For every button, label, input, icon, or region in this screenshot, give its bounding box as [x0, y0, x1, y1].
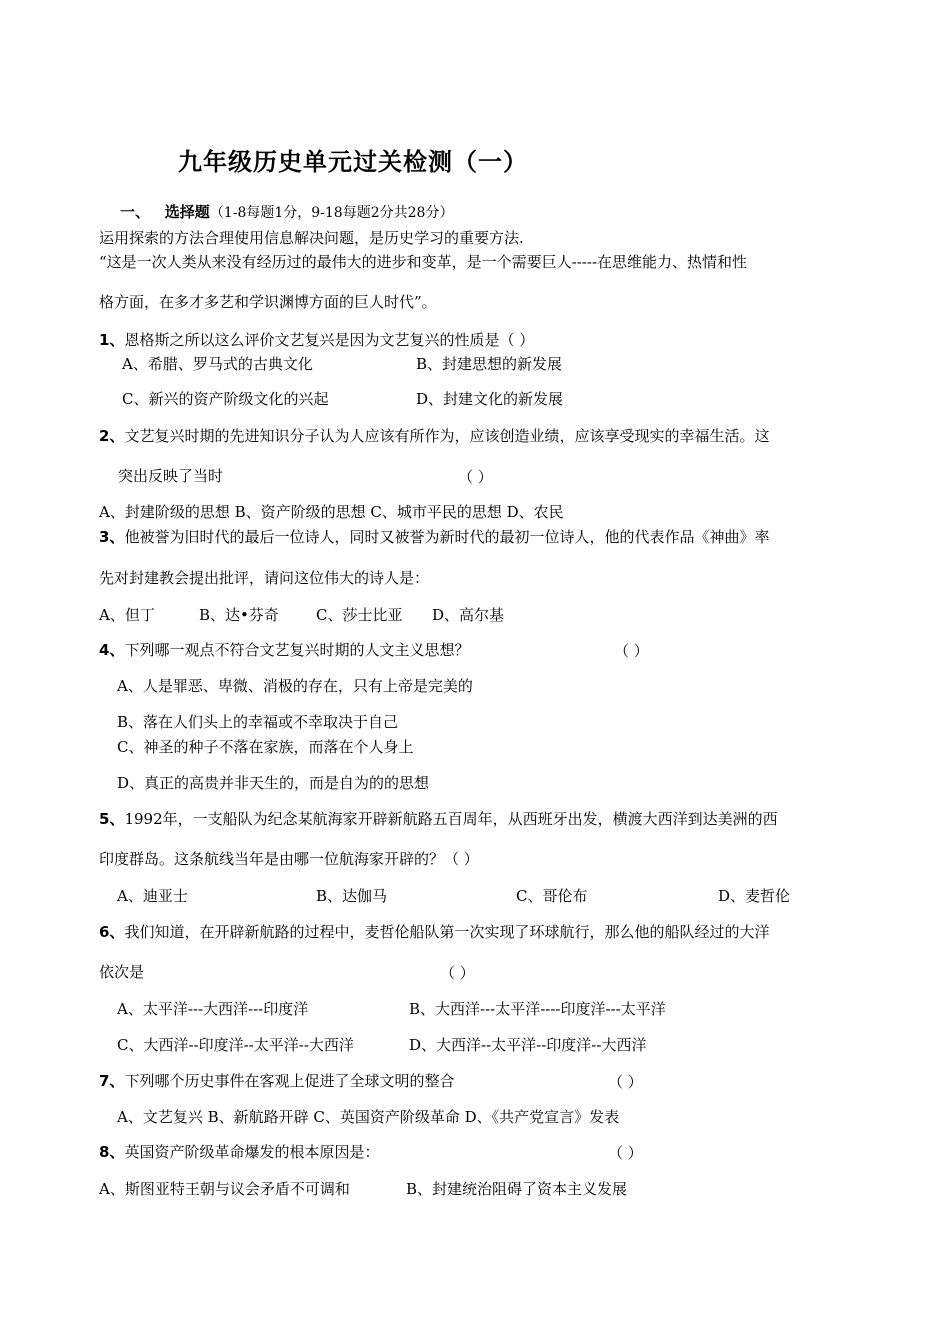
question-number: 4、 [99, 641, 125, 659]
question-6-option-d: D、大西洋--太平洋--印度洋--大西洋 [409, 1036, 647, 1054]
question-1-option-a: A、希腊、罗马式的古典文化 [122, 355, 313, 373]
answer-paren: （ ） [440, 964, 475, 982]
question-8-stem [99, 1142, 379, 1162]
question-5-option-b: B、达伽马 [316, 887, 388, 905]
question-2-stem-cont: 突出反映了当时 [118, 467, 224, 485]
question-8-option-b: B、封建统治阻碍了资本主义发展 [406, 1180, 628, 1198]
question-4-option-c: C、神圣的种子不落在家族，而落在个人身上 [117, 738, 414, 756]
answer-paren: （ ） [614, 642, 649, 660]
intro-line-1: 运用探索的方法合理使用信息解决问题，是历史学习的重要方法. [99, 229, 524, 247]
question-1-option-c: C、新兴的资产阶级文化的兴起 [122, 390, 329, 408]
question-3-option-a: A、但丁 [99, 606, 155, 624]
question-number: 5、 [99, 810, 125, 828]
intro-line-3: 格方面，在多才多艺和学识渊博方面的巨人时代”。 [99, 293, 437, 311]
section-number: 一、 [120, 203, 151, 221]
question-5-option-d: D、麦哲伦 [718, 887, 791, 905]
question-7-options: A、文艺复兴 B、新航路开辟 C、英国资产阶级革命 D、《共产党宣言》发表 [117, 1108, 620, 1126]
question-3-stem-cont: 先对封建教会提出批评，请问这位伟大的诗人是： [99, 569, 430, 587]
question-1-option-d: D、封建文化的新发展 [416, 390, 564, 408]
question-8-option-a: A、斯图亚特王朝与议会矛盾不可调和 [99, 1180, 350, 1198]
question-1-stem [99, 330, 534, 350]
question-text: 1992年，一支船队为纪念某航海家开辟新航路五百周年，从西班牙出发，横渡大西洋到达美洲的西 [124, 810, 778, 828]
answer-paren: （ ） [608, 1073, 643, 1091]
question-5-option-a: A、迪亚士 [117, 887, 188, 905]
question-number: 6、 [99, 923, 125, 941]
question-number: 3、 [99, 528, 125, 546]
question-text: 下列哪一观点不符合文艺复兴时期的人文主义思想？ [124, 641, 470, 659]
answer-paren: （ ） [458, 468, 493, 486]
question-text: 下列哪个历史事件在客观上促进了全球文明的整合 [124, 1072, 455, 1090]
question-5-stem [99, 809, 778, 829]
question-5-option-c: C、哥伦布 [516, 887, 588, 905]
question-number: 7、 [99, 1072, 125, 1090]
question-text: 我们知道，在开辟新航路的过程中，麦哲伦船队第一次实现了环球航行，那么他的船队经过的大洋 [124, 923, 770, 941]
question-6-stem [99, 922, 769, 942]
question-number: 1、 [99, 331, 125, 349]
question-text: 文艺复兴时期的先进知识分子认为人应该有所作为，应该创造业绩，应该享受现实的幸福生活。这 [124, 427, 770, 445]
question-text: 他被誉为旧时代的最后一位诗人，同时又被誉为新时代的最初一位诗人，他的代表作品《神曲》率 [124, 528, 770, 546]
question-1-option-b: B、封建思想的新发展 [416, 355, 563, 373]
question-2-stem [99, 426, 769, 446]
question-6-option-b: B、大西洋---太平洋----印度洋---太平洋 [409, 1000, 666, 1018]
question-4-option-b: B、落在人们头上的幸福或不幸取决于自己 [117, 713, 399, 731]
question-text: 恩格斯之所以这么评价文艺复兴是因为文艺复兴的性质是（ ） [124, 331, 535, 349]
question-6-option-c: C、大西洋--印度洋--太平洋--大西洋 [117, 1036, 354, 1054]
question-5-stem-cont: 印度群岛。这条航线当年是由哪一位航海家开辟的？（ ） [99, 850, 479, 868]
question-4-option-a: A、人是罪恶、卑微、消极的存在，只有上帝是完美的 [117, 677, 473, 695]
answer-paren: （ ） [608, 1144, 643, 1162]
question-7-stem [99, 1071, 454, 1091]
question-3-option-c: C、莎士比亚 [316, 606, 403, 624]
question-4-stem [99, 640, 469, 660]
question-6-option-a: A、太平洋---大西洋---印度洋 [117, 1000, 309, 1018]
question-number: 8、 [99, 1143, 125, 1161]
question-3-option-d: D、高尔基 [432, 606, 505, 624]
question-4-option-d: D、真正的高贵并非天生的，而是自为的的思想 [117, 774, 430, 792]
section-note: （1-8每题1分，9-18每题2分共28分） [209, 205, 454, 221]
question-3-stem [99, 527, 769, 547]
page-title: 九年级历史单元过关检测（一） [178, 147, 528, 176]
question-6-stem-cont: 依次是 [99, 963, 145, 981]
section-header [120, 202, 453, 223]
intro-line-2: “这是一次人类从来没有经历过的最伟大的进步和变革，是一个需要巨人-----在思维能力、热情和性 [99, 253, 748, 271]
question-number: 2、 [99, 427, 125, 445]
question-3-option-b: B、达•芬奇 [199, 606, 279, 624]
section-label: 选择题 [164, 203, 210, 221]
question-2-options: A、封建阶级的思想 B、资产阶级的思想 C、城市平民的思想 D、农民 [99, 503, 564, 521]
question-text: 英国资产阶级革命爆发的根本原因是： [124, 1143, 380, 1161]
